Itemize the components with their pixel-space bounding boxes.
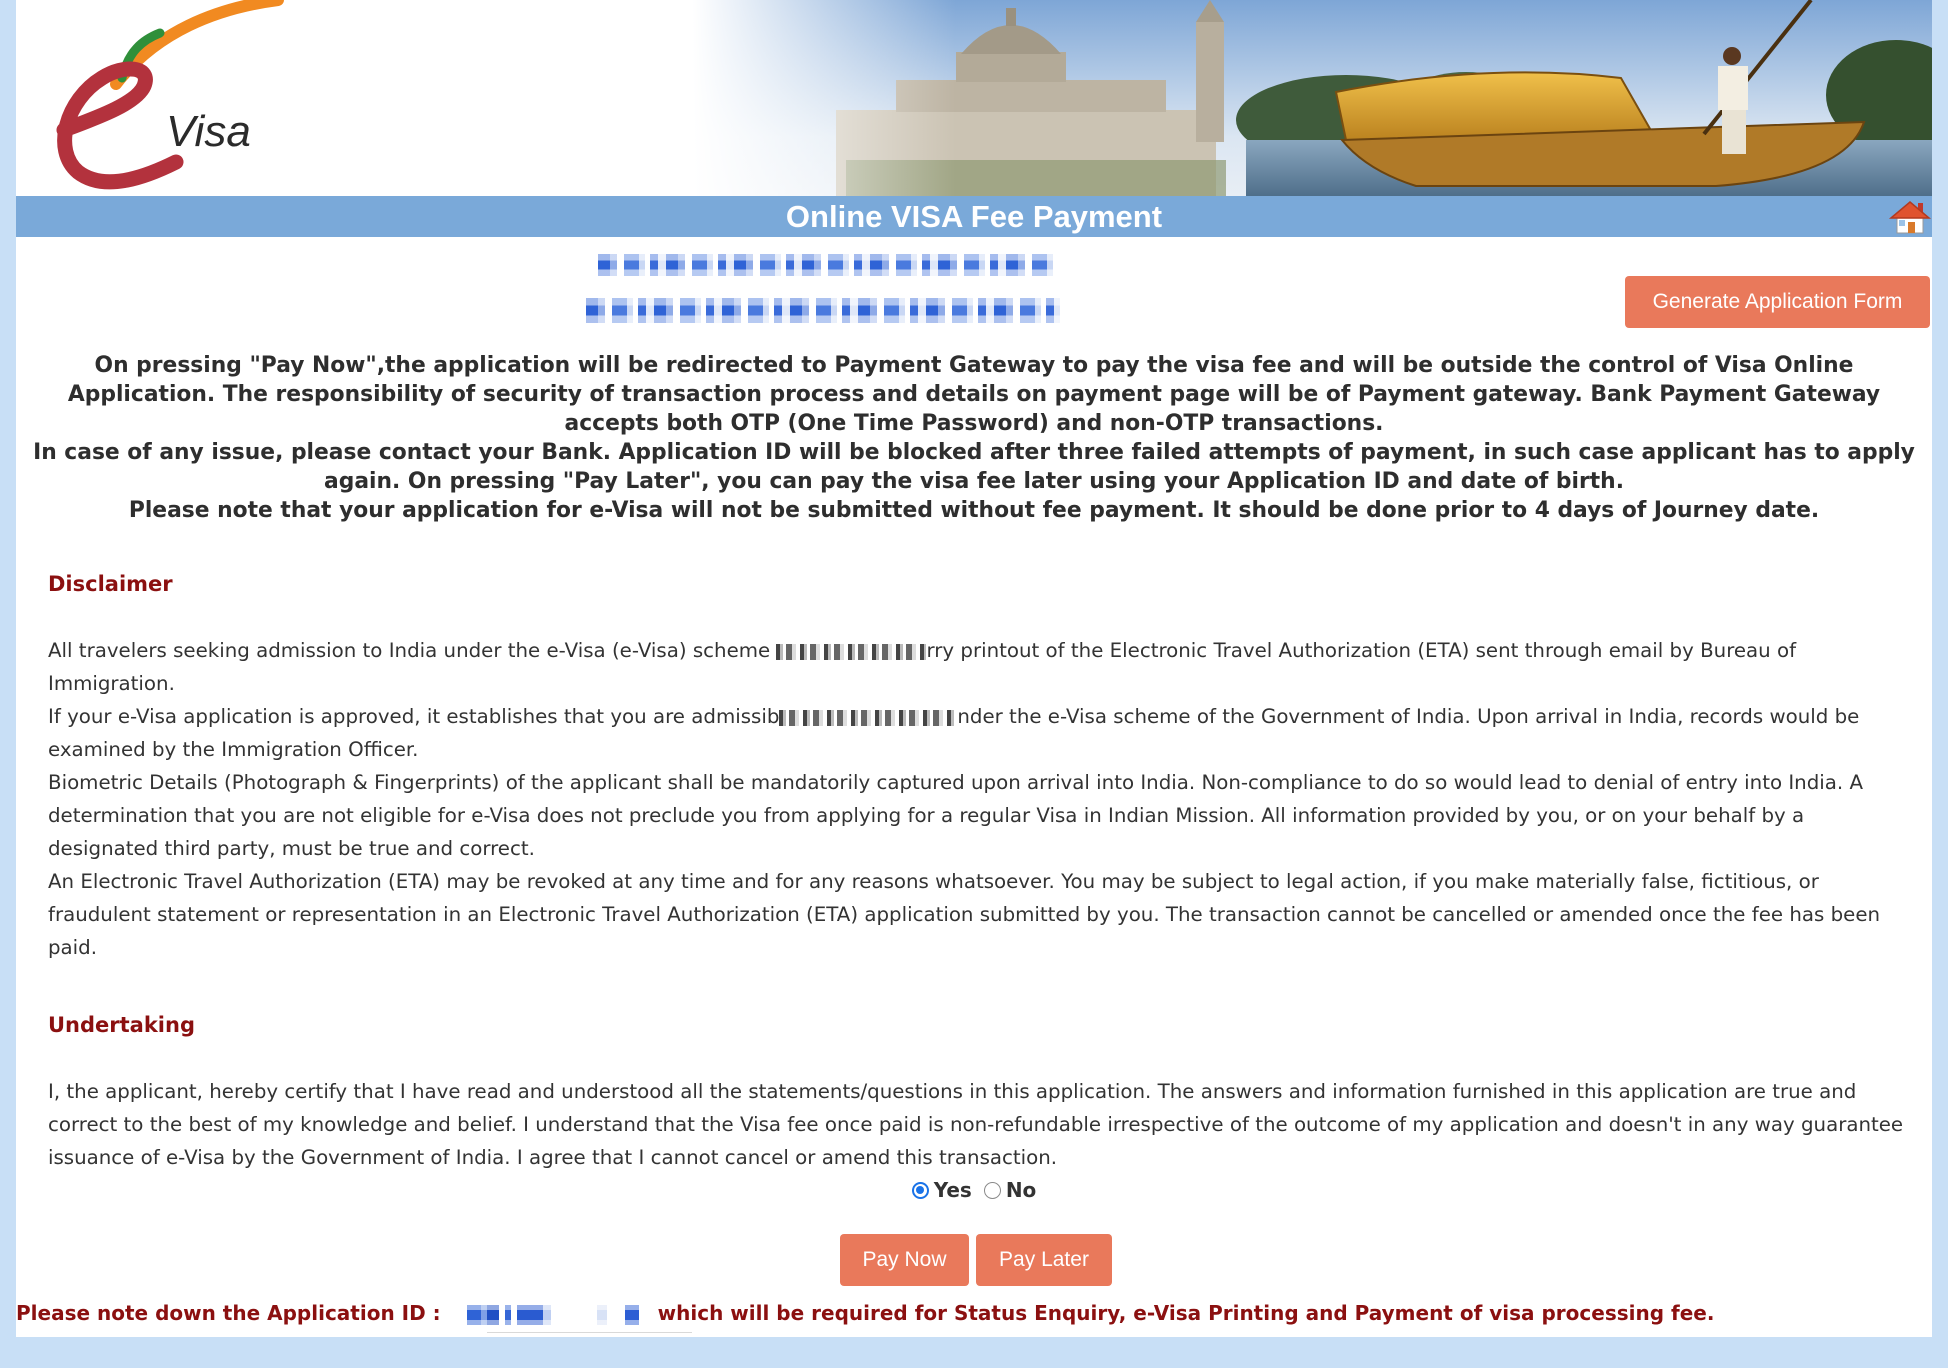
home-icon xyxy=(1888,199,1932,235)
undertaking-text: I, the applicant, hereby certify that I have read and understood all the statements/questions in this application. The answers and information furnished in this application are true and correct to the best of my knowledge and belief. I understand that the Visa fee once paid is non-refundable irrespective of the outcome of my application and doesn't in any way guarantee issuance of e-Visa by the Government of India. I agree that I cannot cancel or amend this transaction. xyxy=(48,1080,1904,1169)
radio-option-yes[interactable] xyxy=(912,1176,972,1204)
pay-later-button[interactable]: Pay Later xyxy=(976,1234,1112,1286)
header-banner xyxy=(16,0,1932,196)
notice-paragraph: Please note that your application for e-Visa will not be submitted without fee payment. It should be done prior to 4 days of Journey date. xyxy=(128,498,1820,523)
page-title: Online VISA Fee Payment xyxy=(785,199,1163,234)
page-panel xyxy=(16,0,1932,1337)
radio-no[interactable] xyxy=(984,1182,1001,1199)
boatman-shirt xyxy=(1718,66,1748,110)
id-underline xyxy=(487,1332,692,1333)
radio-option-no[interactable] xyxy=(984,1176,1036,1204)
payment-notice xyxy=(16,351,1932,525)
boatman-lungi xyxy=(1722,110,1746,154)
disclaimer-paragraph xyxy=(48,700,1910,766)
home-button[interactable] xyxy=(1888,199,1932,235)
building-tower xyxy=(1196,22,1224,142)
notice-paragraph: On pressing "Pay Now",the application will be redirected to Payment Gateway to pay the visa fee and will be outside the control of Visa Online Application. The responsibility of security of transaction process and details on payment page will be of Payment gateway. Bank Payment Gateway accepts both OTP (One Time Password) and non-OTP transactions. xyxy=(67,353,1881,436)
disclaimer-text-part: All travelers seeking admission to India under the e-Visa (e-Visa) scheme xyxy=(48,639,771,662)
redacted-text xyxy=(776,644,926,660)
disclaimer-paragraph xyxy=(48,634,1910,700)
disclaimer-text xyxy=(48,634,1910,964)
disclaimer-text-part: rry printout of the Electronic Travel Authorization (ETA) sent through email by Bureau of Immigration. xyxy=(48,639,1797,695)
boatman-head xyxy=(1723,47,1741,65)
disclaimer-text-part: If your e-Visa application is approved, it establishes that you are admissib xyxy=(48,705,780,728)
logo-text: Visa xyxy=(166,107,251,156)
disclaimer-heading: Disclaimer xyxy=(48,572,173,596)
undertaking-heading: Undertaking xyxy=(48,1013,195,1037)
redacted-text xyxy=(598,254,1058,276)
home-window xyxy=(1899,220,1905,226)
undertaking-agreement xyxy=(16,1176,1932,1204)
redacted-application-id xyxy=(447,1305,652,1325)
radio-yes[interactable] xyxy=(912,1182,929,1199)
disclaimer-paragraph: Biometric Details (Photograph & Fingerprints) of the applicant shall be mandatorily captured upon arrival into India. Non-compliance to do so would lead to denial of entry into India. A determination that you are not eligible for e-Visa does not preclude you from applying for a regular Visa in Indian Mission. All information provided by you, or on your behalf by a designated third party, must be true and correct. xyxy=(48,771,1864,860)
note-text-before: Please note down the Application ID : xyxy=(16,1301,441,1325)
pay-now-button[interactable]: Pay Now xyxy=(840,1234,969,1286)
generate-application-form-button[interactable]: Generate Application Form xyxy=(1625,276,1930,328)
banner-graphic xyxy=(16,0,1932,196)
application-id-note xyxy=(16,1299,1714,1327)
home-roof xyxy=(1891,202,1929,218)
home-door xyxy=(1908,222,1915,233)
building-lantern xyxy=(1006,8,1016,26)
notice-paragraph: In case of any issue, please contact your Bank. Application ID will be blocked after three failed attempts of payment, in such case applicant has to apply again. On pressing "Pay Later", you can pay the visa fee later using your Application ID and date of birth. xyxy=(33,440,1915,494)
disclaimer-paragraph: An Electronic Travel Authorization (ETA) may be revoked at any time and for any reasons whatsoever. You may be subject to legal action, if you make materially false, fictitious, or fraudulent statement or representation in an Electronic Travel Authorization (ETA) application submitted by you. The transaction cannot be cancelled or amended once the fee has been paid. xyxy=(48,870,1881,959)
note-text-after: which will be required for Status Enquiry, e-Visa Printing and Payment of visa processing fee. xyxy=(657,1301,1715,1325)
title-bar xyxy=(16,196,1932,237)
disclaimer-text-part: nder the e-Visa scheme of the Government of India. Upon arrival in India, records would be examined by the Immigration Officer. xyxy=(48,705,1860,761)
radio-no-label[interactable]: No xyxy=(1005,1178,1037,1202)
redacted-text xyxy=(779,710,957,726)
building-drum xyxy=(956,52,1066,82)
redacted-text xyxy=(586,298,1060,323)
radio-yes-label[interactable]: Yes xyxy=(933,1178,972,1202)
